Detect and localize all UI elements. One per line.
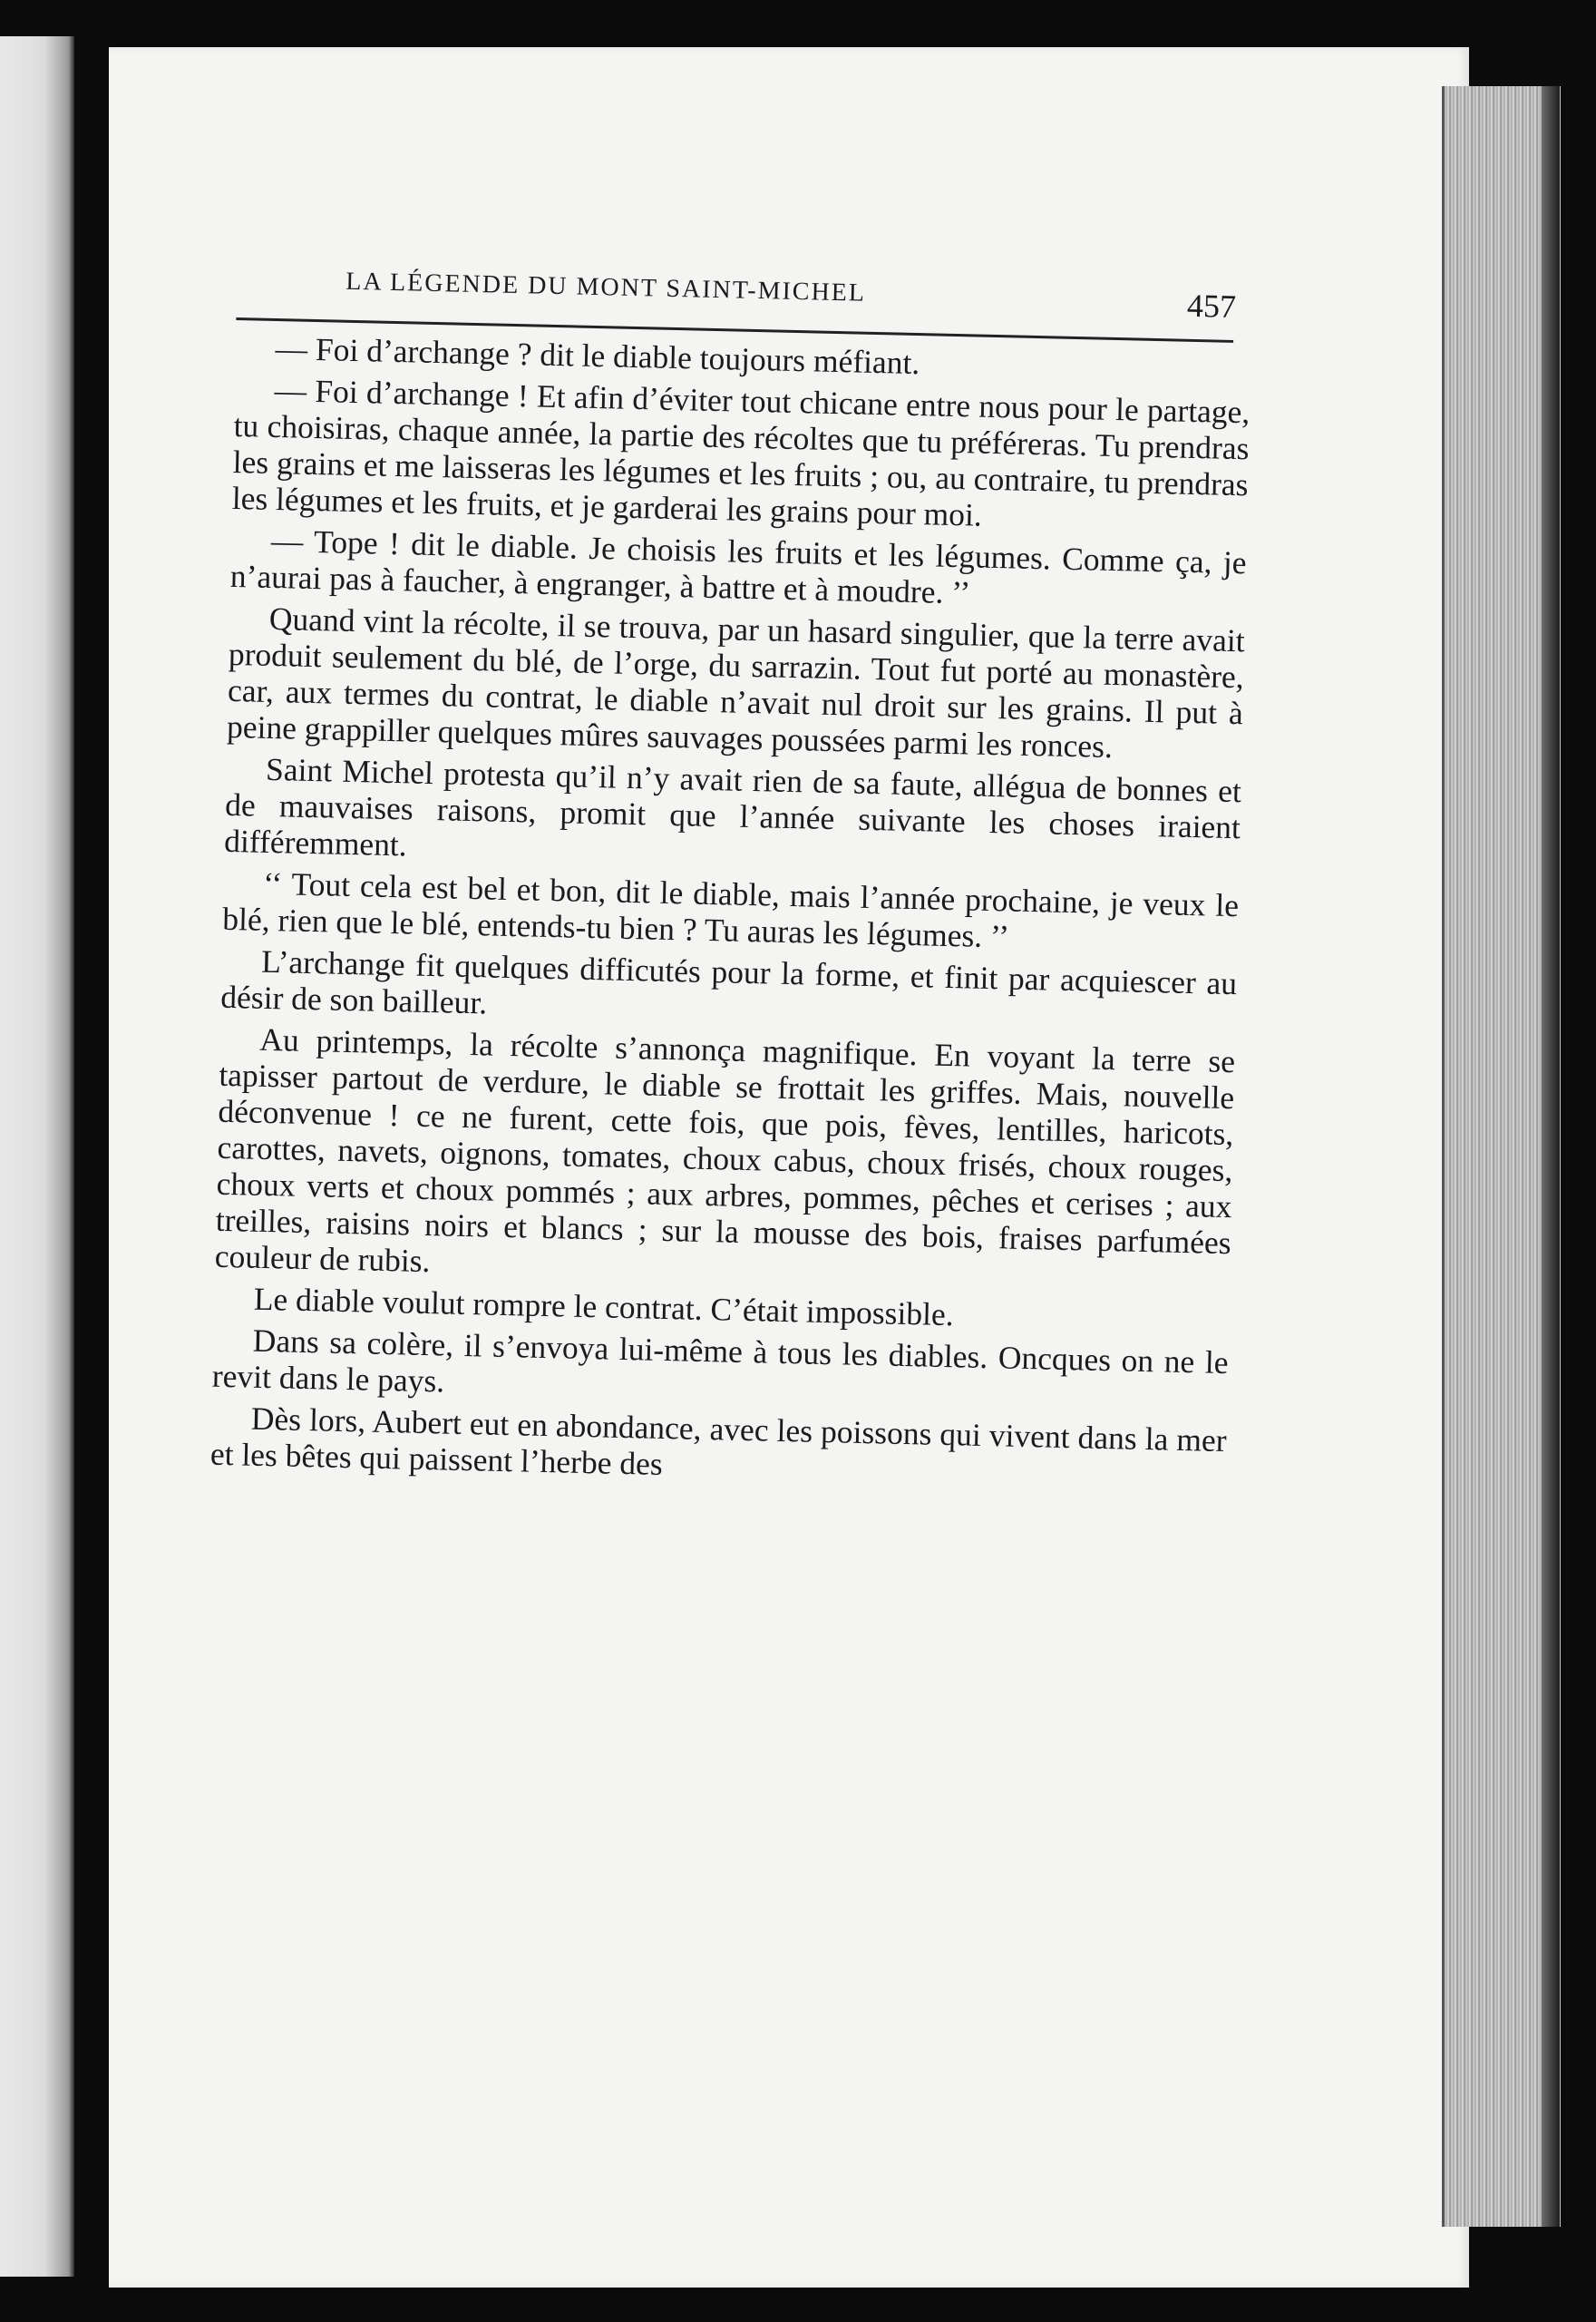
page-content	[210, 254, 1253, 1495]
page-number: 457	[1186, 287, 1237, 325]
paragraph: Dès lors, Aubert eut en abondance, avec les poissons qui vivent dans la mer et les bêtes qui paissent l’herbe des	[209, 1400, 1228, 1482]
paragraph: — Tope ! dit le diable. Je choisis les fruits et les légumes. Comme ça, je n’aurai pas à faucher, à engranger, à battre et à moudre. ’’	[229, 522, 1248, 611]
facing-page-edge	[0, 36, 74, 2277]
paragraph: — Foi d’archange ! Et afin d’éviter tout chicane entre nous pour le partage, tu choisiras, chaque année, la partie des récoltes que tu préféreras. Tu prendras les grains et me laisseras les légumes et les fruits ; ou, au contraire, tu prendras les légumes et les fruits, et je garderai les grains pour moi.	[231, 371, 1251, 533]
paragraph: — Foi d’archange ? dit le diable toujours méfiant.	[275, 329, 920, 382]
paragraph: Le diable voulut rompre le contrat. C’était impossible.	[253, 1280, 955, 1333]
page-stack-shadow	[1542, 86, 1560, 2227]
paragraph: Quand vint la récolte, il se trouva, par un hasard singulier, que la terre avait produit seulement du blé, de l’orge, du sarrazin. Tout fut porté au monastère, car, aux termes du contrat, le diable n’avait nul droit sur les grains. Il put à peine grappiller quelques mûres sauvages poussées parmi les ronces.	[226, 600, 1246, 766]
paragraph: ‘‘ Tout cela est bel et bon, dit le diable, mais l’année prochaine, je veux le blé, rien que le blé, entends-tu bien ? Tu auras les légumes. ’’	[221, 864, 1240, 955]
paragraph: Dans sa colère, il s’envoya lui-même à tous les diables. Oncques on ne le revit dans le pays.	[211, 1322, 1230, 1400]
paragraph: Saint Michel protesta qu’il n’y avait rien de sa faute, allégua de bonnes et de mauvaises raisons, promit que l’année suivante les choses iraient différemment.	[223, 750, 1242, 863]
running-title: LA LÉGENDE DU MONT SAINT-MICHEL	[345, 267, 867, 307]
paragraph: Au printemps, la récolte s’annonça magnifique. En voyant la terre se tapisser partout de verdure, le diable se frottait les griffes. Mais, nouvelle déconvenue ! ce ne furent, cette fois, que pois, fèves, lentilles, haricots, carottes, navets, oignons, tomates, choux cabus, choux frisés, choux rouges, choux verts et choux pommés ; aux arbres, pommes, pêches et cerises ; aux treilles, raisins noirs et blancs ; sur la mousse des bois, fraises parfumées couleur de rubis.	[214, 1020, 1236, 1280]
paragraph: L’archange fit quelques difficutés pour la forme, et finit par acquiescer au désir de son bailleur.	[219, 942, 1238, 1021]
body-text	[210, 329, 1251, 1495]
